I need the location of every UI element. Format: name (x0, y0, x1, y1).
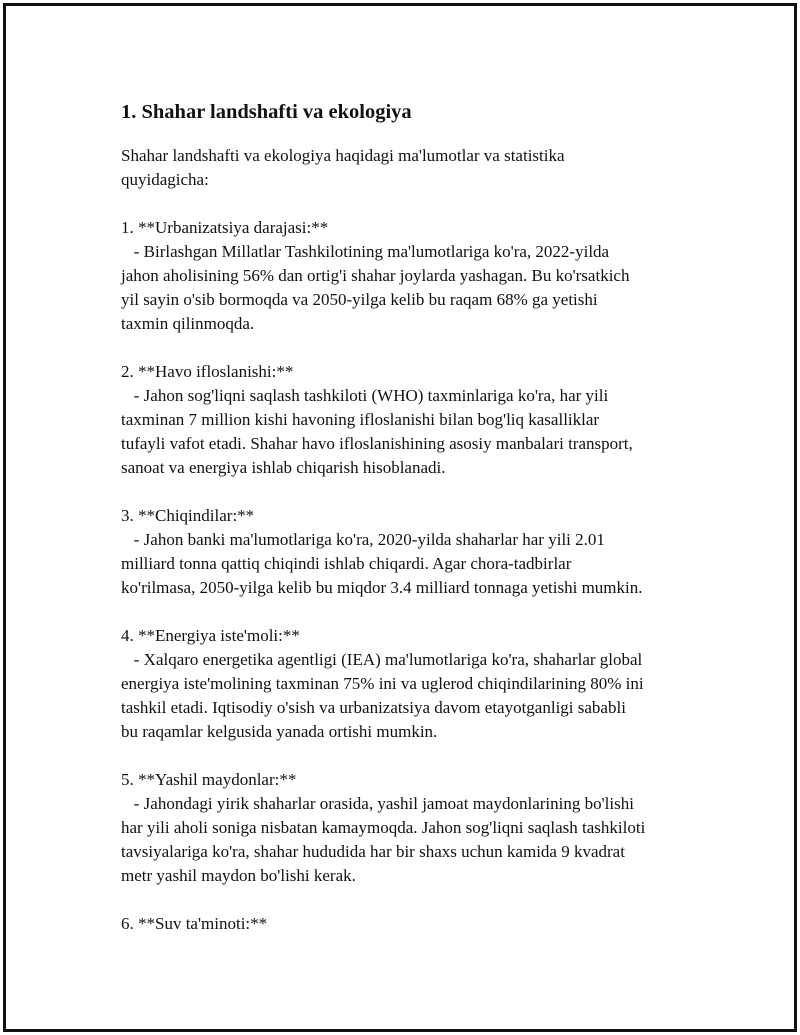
document-title: 1. Shahar landshafti va ekologiya (121, 101, 412, 123)
section-line: jahon aholisining 56% dan ortig'i shahar joylarda yashagan. Bu ko'rsatkich (121, 266, 630, 285)
section-line: - Xalqaro energetika agentligi (IEA) ma'lumotlariga ko'ra, shaharlar global (121, 650, 643, 669)
section-heading: 2. **Havo ifloslanishi:** (121, 362, 294, 381)
intro-line: Shahar landshafti va ekologiya haqidagi ma'lumotlar va statistika (121, 146, 565, 165)
section-heading: 6. **Suv ta'minoti:** (121, 914, 268, 933)
section-line: yil sayin o'sib bormoqda va 2050-yilga kelib bu raqam 68% ga yetishi (121, 290, 598, 309)
section-line: energiya iste'molining taxminan 75% ini va uglerod chiqindilarining 80% ini (121, 674, 644, 693)
section-line: taxminan 7 million kishi havoning ifloslanishi bilan bog'liq kasalliklar (121, 410, 600, 429)
section-line: metr yashil maydon bo'lishi kerak. (121, 866, 356, 885)
section-suv-taminoti (121, 912, 701, 936)
section-line: - Jahondagi yirik shaharlar orasida, yashil jamoat maydonlarining bo'lishi (121, 794, 634, 813)
section-line: tufayli vafot etadi. Shahar havo ifloslanishining asosiy manbalari transport, (121, 434, 633, 453)
section-line: milliard tonna qattiq chiqindi ishlab chiqardi. Agar chora-tadbirlar (121, 554, 572, 573)
section-heading: 1. **Urbanizatsiya darajasi:** (121, 218, 329, 237)
page-frame (3, 3, 797, 1032)
section-line: bu raqamlar kelgusida yanada ortishi mumkin. (121, 722, 438, 741)
section-line: ko'rilmasa, 2050-yilga kelib bu miqdor 3.4 milliard tonnaga yetishi mumkin. (121, 578, 643, 597)
section-urbanizatsiya (121, 216, 701, 336)
section-line: tashkil etadi. Iqtisodiy o'sish va urbanizatsiya davom etayotganligi sababli (121, 698, 626, 717)
intro-paragraph (121, 144, 701, 192)
intro-line: quyidagicha: (121, 170, 209, 189)
section-line: taxmin qilinmoqda. (121, 314, 255, 333)
section-line: tavsiyalariga ko'ra, shahar hududida har bir shaxs uchun kamida 9 kvadrat (121, 842, 625, 861)
document-content (121, 98, 701, 936)
section-yashil-maydonlar (121, 768, 701, 888)
section-heading: 5. **Yashil maydonlar:** (121, 770, 297, 789)
section-line: sanoat va energiya ishlab chiqarish hisoblanadi. (121, 458, 446, 477)
section-heading: 4. **Energiya iste'moli:** (121, 626, 300, 645)
section-heading: 3. **Chiqindilar:** (121, 506, 255, 525)
section-chiqindilar (121, 504, 701, 600)
section-line: har yili aholi soniga nisbatan kamaymoqda. Jahon sog'liqni saqlash tashkiloti (121, 818, 646, 837)
section-line: - Jahon sog'liqni saqlash tashkiloti (WHO) taxminlariga ko'ra, har yili (121, 386, 609, 405)
section-havo-ifloslanishi (121, 360, 701, 480)
section-energiya-istemoli (121, 624, 701, 744)
section-line: - Birlashgan Millatlar Tashkilotining ma'lumotlariga ko'ra, 2022-yilda (121, 242, 610, 261)
section-line: - Jahon banki ma'lumotlariga ko'ra, 2020-yilda shaharlar har yili 2.01 (121, 530, 605, 549)
